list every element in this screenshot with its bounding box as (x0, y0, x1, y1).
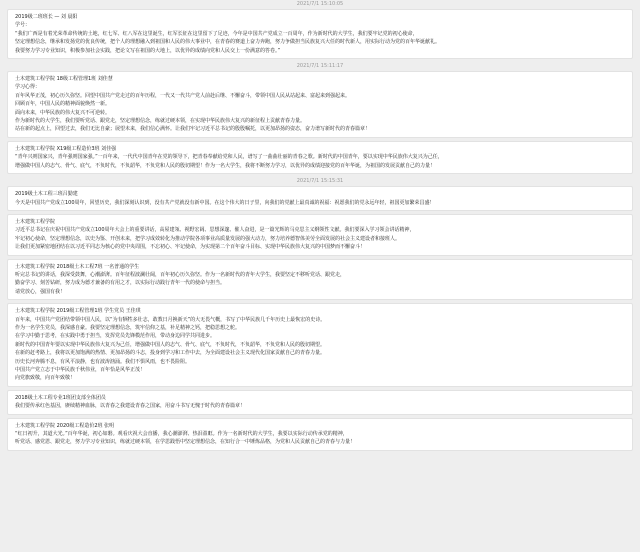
message-text-line: 坚定理想信念，继承和发扬党的优良传统，把个人的理想融入到祖国和人民的伟大事业中，在青春的赛道上奋力奔跑，努力争做担当民族复兴大任的时代新人，用实际行动为党的百年华诞献礼。 (15, 39, 441, 46)
sender-name: 土木建筑工程学院 2020级工程造价2班 张明 (15, 422, 115, 429)
message-text-line: 百年来，中国共产党团结带领中国人民，以“为有牺牲多壮志，敢教日月换新天”的大无畏气概，书写了中华民族几千年历史上最恢宏的史诗。 (15, 316, 326, 323)
message-text-line: 我们要传承红色基因，赓续精神血脉，以青春之我建设青春之国家，用奋斗书写无愧于时代的青春篇章！ (15, 403, 246, 410)
message-text-line: 听党话、感党恩、跟党走，努力学习专业知识，练就过硬本领，在学思践悟中坚定理想信念，在知行合一中锤炼品格，为党和人民贡献自己的青春与力量！ (15, 439, 356, 446)
sender-name: 土木建筑工程学院 2018级土木工程7班 一名普通的学生 (15, 263, 140, 270)
message-text-line: 我要努力学习专业知识，积极参加社会实践，把论文写在祖国的大地上，以优异的成绩向党和人民交上一份满意的答卷。” (15, 47, 281, 54)
sender-name: 2019级二班班长 — 刘 晨阳 (15, 14, 78, 20)
sender-name: 土木建筑工程学院 2019级工程管理1班 学生党员 王佳琪 (15, 308, 141, 315)
message-text-line: 作为新时代的大学生，我们要听党话、跟党走，坚定理想信念，练就过硬本领，在实现中华民族伟大复兴的新征程上贡献青春力量。 (15, 118, 306, 125)
message-timestamp: 2021/7/1 15:11:17 (296, 63, 344, 70)
message-text-line: 今天是中国共产党成立100周年，回望历史，我们深刻认识到，没有共产党就没有新中国。在这个伟大的日子里，向我们的党献上最真诚的祝福：祝愿我们的党永远年轻，祖国更加繁荣昌盛！ (15, 199, 435, 206)
message-text-line: 回顾百年，中国人民的精神面貌焕然一新。 (15, 101, 111, 108)
message-text-line: 听完总书记的讲话，我深受鼓舞，心潮澎湃。百年征程波澜壮阔，百年初心历久弥坚。作为一名新时代的青年大学生，我要坚定不移听党话、跟党走， (15, 271, 346, 278)
sender-name: 土木建筑工程学院 (15, 218, 56, 225)
message-text-line: 牢记初心使命，坚定理想信念，以史为鉴、开创未来，把学习成效转化为推动学院各项事业高质量发展的强大动力，努力培养德智体美劳全面发展的社会主义建设者和接班人。 (15, 235, 401, 242)
message-timestamp: 2021/7/1 15:15:31 (296, 178, 344, 185)
message-text-line: 学号： (15, 22, 31, 29)
message-text-line: 面向未来，中华民族的伟大复兴不可逆转。 (15, 109, 111, 116)
message-text-line: 在学习中勤于思考，在实践中勇于担当，发挥党员先锋模范作用，带动身边同学共同进步。 (15, 333, 216, 340)
message-text-line: 站在新的起点上，回望过去，我们无比自豪；展望未来，我们信心满怀。让我们牢记习近平总书记的殷殷嘱托，以更加昂扬的姿态，奋力谱写新时代的青春篇章！ (15, 126, 371, 133)
message-card[interactable] (7, 141, 633, 174)
message-text-line: 学习心得： (15, 84, 41, 91)
sender-name: 土木建筑工程学院 X19级工程造价3班 刘佳强 (15, 145, 117, 152)
message-text-line: 让我们更加紧密地团结在以习近平同志为核心的党中央周围，不忘初心、牢记使命，为实现第二个百年奋斗目标、实现中华民族伟大复兴的中国梦而不懈奋斗！ (15, 244, 366, 251)
message-card[interactable] (7, 9, 633, 59)
sender-name: 土木建筑工程学院 18级工程管理1班 刘佳慧 (15, 76, 113, 83)
message-card[interactable] (7, 71, 633, 138)
sender-name: 2019级土木工程三班吕勤建 (15, 191, 78, 198)
message-card[interactable] (7, 303, 633, 387)
message-card[interactable] (7, 390, 633, 415)
message-text-line: “青年兴则国家兴，青年强则国家强。”一百年来，一代代中国青年在党的领导下，把青春奉献给党和人民，谱写了一曲曲壮丽的青春之歌。新时代的中国青年，要以实现中华民族伟大复兴为己任， (15, 154, 443, 161)
message-text-line: 作为一名学生党员，我深感自豪。我要坚定理想信念，筑牢信仰之基，补足精神之钙，把稳思想之舵。 (15, 324, 241, 331)
message-text-line: 习近平总书记在庆祝中国共产党成立100周年大会上的重要讲话，高屋建瓴、视野宏阔、思想深邃、催人奋进，是一篇光辉的马克思主义纲领性文献。我们要深入学习领会讲话精神， (15, 227, 415, 234)
message-text-line: “我们广西是有着光荣革命传统的土地，红七军、红八军在这里诞生，红军长征在这里留下了足迹，今年是中国共产党成立一百周年，作为新时代的大学生，我们要牢记党的初心使命， (15, 30, 418, 37)
message-text-line: “红日初升，其道大光。”百年华诞，初心如磐。观看庆祝大会直播，我心潮澎湃、热泪盈眶。作为一名新时代的大学生，我要以实际行动传承党的精神， (15, 431, 348, 438)
message-text-line: 向党旗致敬，向百年致敬！ (15, 375, 76, 382)
message-text-line: 新时代的中国青年要以实现中华民族伟大复兴为己任，增强做中国人的志气、骨气、底气，不负时代，不负韶华，不负党和人民的殷切期望。 (15, 341, 326, 348)
message-card[interactable] (7, 186, 633, 211)
message-text-line: 在新的赶考路上，我将以更加饱满的热情、更加昂扬的斗志，投身到学习和工作中去，为全面建设社会主义现代化国家贡献自己的青春力量。 (15, 350, 326, 357)
message-text-line: 增强做中国人的志气、骨气、底气，不负时代，不负韶华，不负党和人民的殷切期望！作为一名大学生，我将不断努力学习，以优异的成绩迎接党的百年华诞，为祖国的发展贡献自己的力量！ (15, 162, 436, 169)
message-card[interactable] (7, 214, 633, 256)
sender-name: 2018级土木工程专业1班团支部全体团员 (15, 394, 106, 401)
message-text-line: 历史长河奔腾不息，有风平浪静，也有波涛汹涌。我们不惧风雨，也不畏险阻。 (15, 358, 191, 365)
message-text-line: 百年风华正茂，初心历久弥坚。回望中国共产党走过的百年历程，一代又一代共产党人前赴后继、不懈奋斗，带领中国人民从站起来、富起来到强起来。 (15, 92, 351, 99)
message-timestamp: 2021/7/1 15:10:05 (296, 1, 344, 7)
message-card[interactable] (7, 259, 633, 301)
message-text-line: 请党放心，强国有我！ (15, 288, 66, 295)
message-text-line: 中国共产党立志于中华民族千秋伟业，百年恰是风华正茂！ (15, 367, 146, 373)
message-card[interactable] (7, 418, 633, 451)
message-text-line: 勤奋学习、刻苦钻研，努力成为德才兼备的有用之才，以实际行动践行青年一代的使命与担当。 (15, 280, 226, 287)
